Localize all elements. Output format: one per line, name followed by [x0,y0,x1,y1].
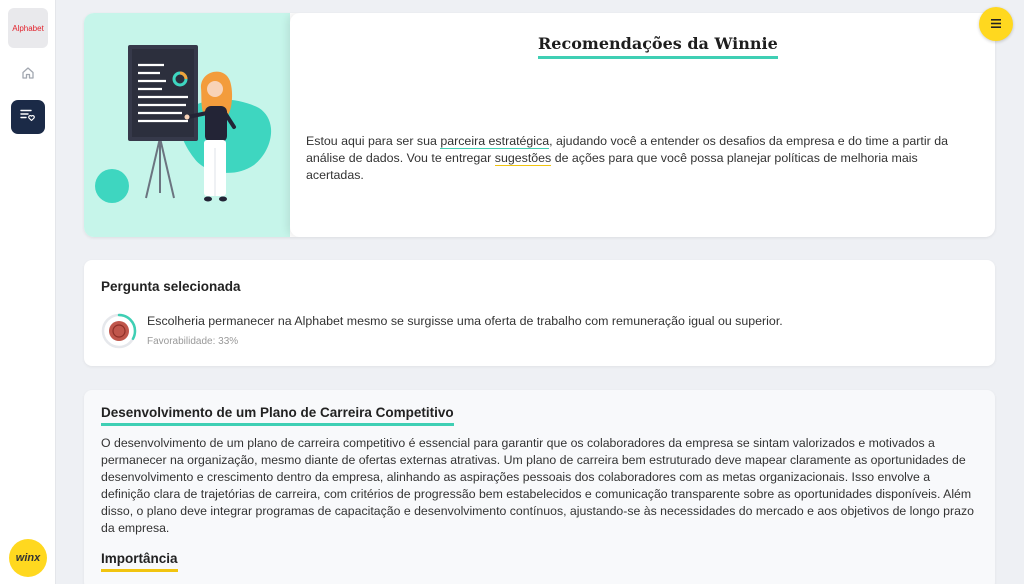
home-icon[interactable] [16,62,40,84]
hero-card [84,13,995,237]
selected-question-heading: Pergunta selecionada [101,279,241,294]
winnie-illustration [84,13,290,237]
hero-description-text: , ajudando você a entender os desafios da empresa e do time a partir da análise de dados. Vou te entregar [306,134,948,165]
menu-icon [991,15,1001,33]
selected-question-card [84,260,995,366]
sidebar [0,0,56,584]
highlight-suggestions: sugestões [494,151,552,165]
company-logo-text: Alphabet [12,23,44,33]
company-logo[interactable] [8,8,48,48]
recommendations-nav-button[interactable] [11,100,45,134]
list-heart-icon [20,108,36,127]
hero-description-text: Estou aqui para ser sua [306,134,441,148]
recommendation-body: O desenvolvimento de um plano de carreira competitivo é essencial para garantir que os colaboradores da empresa se sintam valorizados e motivados a permanecer na organização, mesmo diante de ofertas externas atrativas. Um plano de carreira bem estruturado deve mapear claramente as oportunidades de desenvolvimento e crescimento dentro da empresa, alinhando as aspirações pessoais dos colaboradores com as metas organizacionais. Isso envolve a definição clara de trajetórias de carreira, com critérios de progressão bem estabelecidos e comunicação transparente sobre as oportunidades disponíveis. Além disso, o plano deve integrar programas de capacitação e desenvolvimento contínuos, ajustando-se às necessidades do mercado e aos objetivos de longo prazo da empresa. [101,436,974,535]
menu-button[interactable] [979,7,1013,41]
hero-description-text: de ações para que você possa planejar políticas de melhoria mais acertadas. [306,151,918,182]
page-title: Recomendações da Winnie [538,34,778,59]
hero-description [306,133,976,184]
recommendation-card [84,390,995,584]
importance-heading: Importância [101,551,178,572]
hero-text-panel [290,13,995,237]
favorability-gauge [100,312,138,350]
winx-logo-text: winx [15,552,41,564]
highlight-strategic-partner: parceira estratégica [440,134,550,148]
winx-logo[interactable] [9,539,47,577]
recommendation-title: Desenvolvimento de um Plano de Carreira Competitivo [101,405,454,426]
question-text: Escolheria permanecer na Alphabet mesmo se surgisse uma oferta de trabalho com remuneração igual ou superior. [147,314,783,328]
favorability-label: Favorabilidade: 33% [147,336,239,347]
